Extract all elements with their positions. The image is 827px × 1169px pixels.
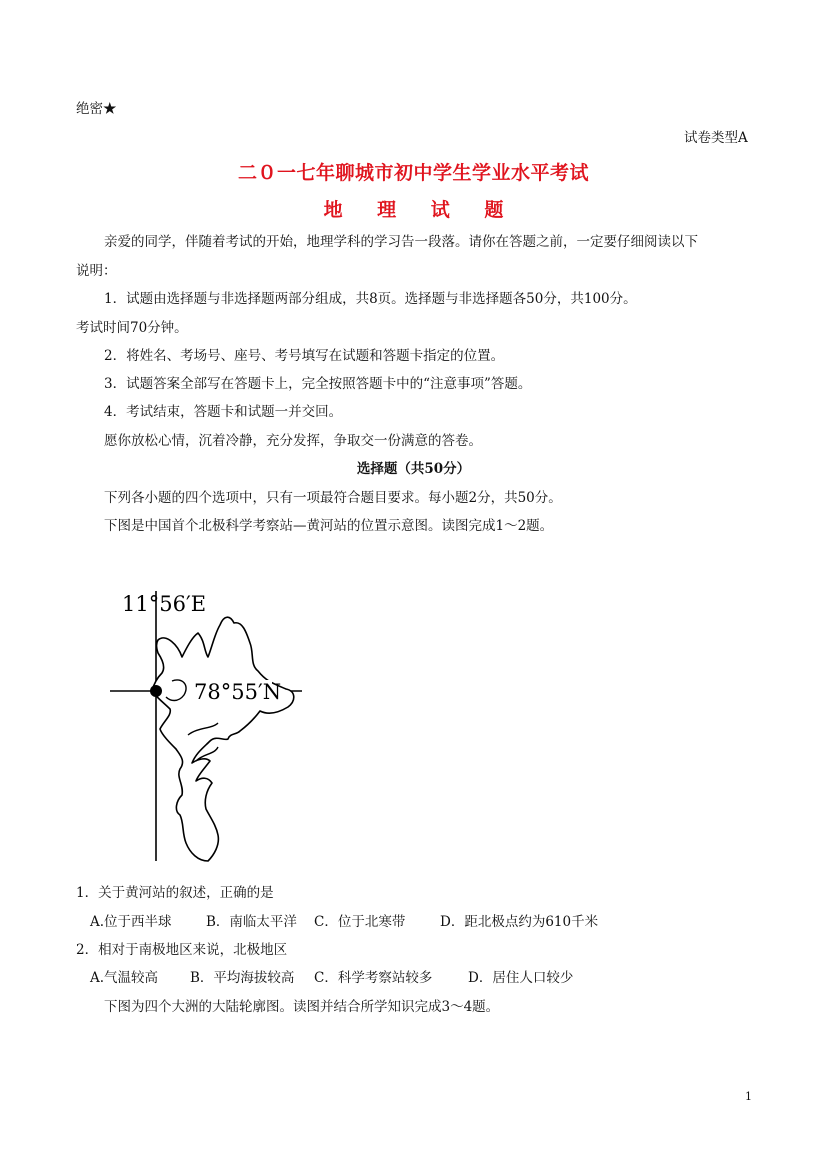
instruction-4: 4．考试结束，答题卡和试题一并交回。 (104, 404, 343, 420)
svalbard-island-outline (152, 617, 294, 861)
longitude-label: 11°56′E (122, 592, 207, 616)
question-1-option-c: C．位于北寒带 (314, 914, 406, 930)
question-2-option-c: C．科学考察站较多 (314, 970, 433, 986)
arctic-station-map (100, 585, 320, 870)
instruction-1a: 1．试题由选择题与非选择题两部分组成，共8页。选择题与非选择题各50分，共100分。 (104, 291, 637, 307)
question-1-stem: 1．关于黄河站的叙述，正确的是 (76, 885, 274, 901)
intro-line-2: 说明： (76, 263, 117, 279)
wish-line: 愿你放松心情，沉着冷静，充分发挥，争取交一份满意的答卷。 (104, 433, 482, 449)
latitude-label: 78°55′N (194, 680, 282, 704)
question-2-option-d: D．居住人口较少 (468, 970, 574, 986)
instruction-2: 2．将姓名、考场号、座号、考号填写在试题和答题卡指定的位置。 (104, 348, 505, 364)
paper-type: 试卷类型A (684, 130, 748, 146)
question-1-option-d: D．距北极点约为610千米 (440, 914, 599, 930)
question-2-option-b: B．平均海拔较高 (190, 970, 295, 986)
question-2-stem: 2．相对于南极地区来说，北极地区 (76, 942, 288, 958)
question-2-option-a: A.气温较高 (90, 970, 159, 986)
section-desc: 下列各小题的四个选项中，只有一项最符合题目要求。每小题2分，共50分。 (104, 490, 562, 506)
page-number: 1 (745, 1090, 752, 1103)
question-1-option-a: A.位于西半球 (90, 914, 172, 930)
question-1-option-b: B．南临太平洋 (206, 914, 297, 930)
next-figure-intro: 下图为四个大洲的大陆轮廓图。读图并结合所学知识完成3～4题。 (104, 999, 500, 1015)
instruction-1b: 考试时间70分钟。 (76, 320, 188, 336)
section-heading: 选择题（共50分） (356, 461, 471, 477)
intro-line-1: 亲爱的同学，伴随着考试的开始，地理学科的学习告一段落。请你在答题之前，一定要仔细阅读以下 (104, 234, 698, 250)
huanghe-station-dot (150, 685, 162, 697)
exam-subtitle: 地 理 试 题 (323, 199, 518, 221)
secret-mark: 绝密★ (76, 101, 117, 117)
exam-title: 二０一七年聊城市初中学生学业水平考试 (237, 162, 589, 184)
instruction-3: 3．试题答案全部写在答题卡上，完全按照答题卡中的“注意事项”答题。 (104, 376, 532, 392)
figure-intro: 下图是中国首个北极科学考察站—黄河站的位置示意图。读图完成1～2题。 (104, 518, 554, 534)
